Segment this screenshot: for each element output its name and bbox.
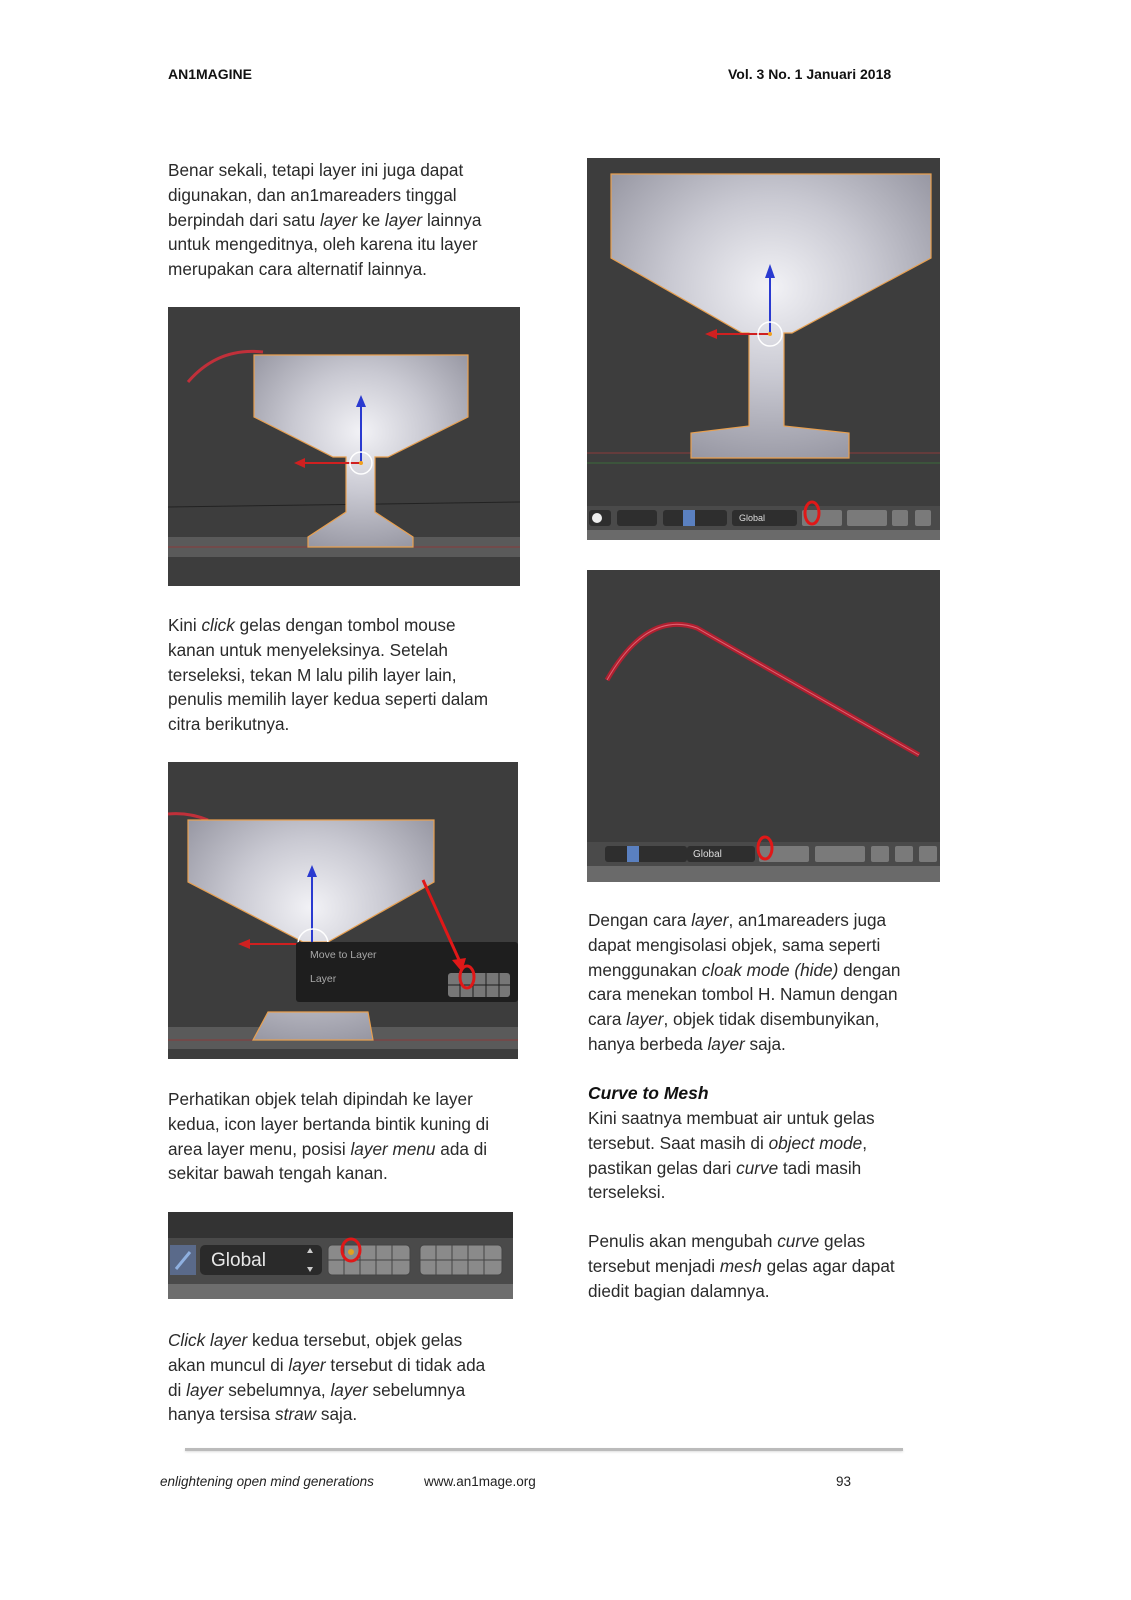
figure-glass-selected	[168, 307, 520, 586]
text-run: lainnya	[422, 209, 482, 230]
text-line	[168, 257, 481, 282]
footer-url[interactable]: www.an1mage.org	[424, 1474, 536, 1489]
figure-layer-toolbar	[168, 1212, 513, 1299]
text-line	[588, 958, 900, 983]
text-run: cara	[588, 1009, 627, 1030]
text-run: tadi masih	[778, 1157, 862, 1178]
text-line	[168, 1402, 485, 1427]
text-run: merupakan cara alternatif lainnya.	[168, 259, 427, 280]
italic-term: layer	[691, 910, 729, 930]
text-run: kedua tersebut, objek gelas	[247, 1330, 463, 1350]
text-line	[168, 208, 481, 233]
text-run: sebelumnya,	[223, 1379, 331, 1400]
text-run: tersebut menjadi	[588, 1255, 720, 1276]
text-line	[168, 638, 488, 663]
text-run: akan muncul di	[168, 1354, 289, 1375]
paragraph	[588, 1106, 875, 1205]
text-run: tersebut di tidak ada	[325, 1354, 486, 1375]
text-run: di	[168, 1379, 187, 1400]
text-line	[168, 1378, 485, 1403]
text-line	[588, 1131, 875, 1156]
text-run: saja.	[744, 1033, 786, 1054]
text-run: kanan untuk menyeleksinya. Setelah	[168, 639, 448, 660]
text-run: digunakan, dan an1mareaders tinggal	[168, 184, 457, 205]
text-run: pastikan gelas dari	[588, 1157, 737, 1178]
orientation-select: Global	[693, 849, 722, 860]
text-run: dapat mengisolasi objek, sama seperti	[588, 934, 881, 955]
text-run: , an1mareaders juga	[728, 910, 887, 930]
text-line	[168, 687, 488, 712]
text-run: menggunakan	[588, 959, 702, 980]
text-line	[588, 1106, 875, 1131]
text-line	[588, 1032, 900, 1057]
italic-term: straw	[275, 1404, 317, 1425]
text-run: Kini	[168, 615, 202, 635]
text-run: saja.	[316, 1404, 358, 1425]
text-run: citra berikutnya.	[168, 714, 290, 735]
text-run: ,	[862, 1132, 867, 1153]
figure-straw-layer-one	[587, 570, 940, 882]
italic-term: curve	[736, 1157, 779, 1178]
text-run: Perhatikan objek telah dipindah ke layer	[168, 1089, 473, 1109]
orientation-select: Global	[211, 1250, 266, 1271]
text-line	[588, 933, 900, 958]
italic-term: layer	[330, 1379, 368, 1400]
italic-term: curve	[777, 1231, 820, 1251]
orientation-select: Global	[739, 513, 766, 523]
text-line	[168, 183, 481, 208]
text-line	[168, 1161, 489, 1186]
text-run: gelas dengan tombol mouse	[234, 615, 456, 635]
paragraph	[168, 158, 481, 282]
text-line	[168, 158, 481, 183]
text-run: Penulis akan mengubah	[588, 1231, 778, 1251]
text-run: sebelumnya	[367, 1379, 466, 1400]
text-line	[588, 1254, 895, 1279]
text-run: untuk mengeditnya, oleh karena itu layer	[168, 234, 478, 255]
text-run: berpindah dari satu	[168, 209, 320, 230]
text-line	[168, 1137, 489, 1162]
text-run: kedua, icon layer bertanda bintik kuning di	[168, 1113, 490, 1134]
paragraph	[168, 613, 488, 737]
text-line	[588, 1156, 875, 1181]
text-line	[168, 1112, 489, 1137]
text-line	[588, 1229, 895, 1254]
text-run: diedit bagian dalamnya.	[588, 1280, 770, 1301]
italic-term: layer menu	[350, 1138, 436, 1159]
italic-term: layer	[288, 1354, 326, 1375]
italic-term: layer	[186, 1379, 224, 1400]
figure-move-to-layer	[168, 762, 518, 1059]
text-line	[588, 1279, 895, 1304]
italic-term: layer	[319, 209, 358, 230]
italic-term: click	[201, 615, 235, 635]
issue-info: Vol. 3 No. 1 Januari 2018	[728, 66, 892, 82]
text-run: penulis memilih layer kedua seperti dalam	[168, 689, 489, 710]
text-line	[168, 712, 488, 737]
text-run: ada di	[435, 1138, 488, 1159]
text-run: Kini saatnya membuat air untuk gelas	[588, 1108, 875, 1128]
text-run: terseleksi.	[588, 1182, 666, 1203]
text-line	[588, 1180, 875, 1205]
page-number: 93	[836, 1474, 852, 1489]
text-line	[168, 1353, 485, 1378]
text-run: dengan	[838, 959, 901, 980]
text-run: cara menekan tombol H. Namun dengan	[588, 984, 898, 1005]
text-run: terseleksi, tekan M lalu pilih layer lain,	[168, 664, 457, 685]
paragraph	[168, 1328, 485, 1427]
italic-term: Click layer	[168, 1330, 248, 1350]
section-heading: Curve to Mesh	[588, 1083, 709, 1103]
text-line	[588, 908, 900, 933]
italic-term: layer	[707, 1033, 745, 1054]
popup-title: Move to Layer	[310, 949, 377, 961]
text-run: Benar sekali, tetapi layer ini juga dapat	[168, 160, 464, 180]
text-run: sekitar bawah tengah kanan.	[168, 1163, 388, 1184]
text-line	[588, 982, 900, 1007]
text-run: tersebut. Saat masih di	[588, 1132, 769, 1153]
text-line	[168, 613, 488, 638]
italic-term: mesh	[719, 1255, 762, 1276]
text-run: hanya tersisa	[168, 1404, 276, 1425]
paragraph	[588, 1229, 895, 1303]
text-run: hanya berbeda	[588, 1033, 708, 1054]
italic-term: object mode	[768, 1132, 863, 1153]
paragraph	[588, 908, 900, 1057]
journal-name: AN1MAGINE	[168, 66, 253, 82]
text-run: gelas agar dapat	[761, 1255, 895, 1276]
text-line	[168, 232, 481, 257]
footer-tagline: enlightening open mind generations	[160, 1474, 374, 1489]
text-run: Dengan cara	[588, 910, 692, 930]
text-run: area layer menu, posisi	[168, 1138, 351, 1159]
paragraph	[168, 1087, 489, 1186]
text-run: , objek tidak disembunyikan,	[663, 1009, 880, 1030]
italic-term: cloak mode (hide)	[701, 959, 839, 980]
popup-layer-label: Layer	[310, 973, 337, 985]
text-run: ke	[357, 209, 385, 230]
italic-term: layer	[626, 1009, 664, 1030]
text-run: gelas	[819, 1231, 866, 1251]
text-line	[168, 1087, 489, 1112]
text-line	[168, 663, 488, 688]
text-line	[168, 1328, 485, 1353]
italic-term: layer	[384, 209, 423, 230]
text-line	[588, 1007, 900, 1032]
footer-divider	[185, 1448, 903, 1451]
figure-glass-layer-two	[587, 158, 940, 540]
